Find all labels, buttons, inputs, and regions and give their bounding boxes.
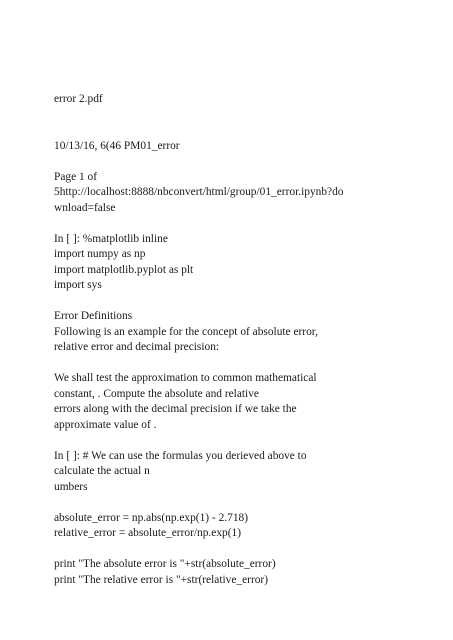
timestamp-block bbox=[54, 139, 434, 155]
paragraph-line: constant, . Compute the absolute and relative bbox=[54, 387, 259, 400]
code-cell-imports bbox=[54, 232, 434, 294]
code-line: calculate the actual n bbox=[54, 465, 150, 477]
page-info-line: Page 1 of bbox=[54, 170, 98, 183]
code-line: import sys bbox=[54, 279, 102, 291]
approx-paragraph bbox=[54, 371, 434, 433]
code-cell-print bbox=[54, 557, 434, 588]
page-info-line: 5http://localhost:8888/nbconvert/html/group/01_error.ipynb?do bbox=[54, 186, 344, 198]
code-line: absolute_error = np.abs(np.exp(1) - 2.718) bbox=[54, 511, 248, 524]
code-line: print "The absolute error is "+str(absolute_error) bbox=[54, 558, 276, 570]
paragraph-line: errors along with the decimal precision if we take the bbox=[54, 403, 297, 415]
code-line: In [ ]: %matplotlib inline bbox=[54, 232, 168, 245]
code-line: relative_error = absolute_error/np.exp(1) bbox=[54, 527, 242, 539]
code-cell-compute bbox=[54, 511, 434, 542]
document-title: error 2.pdf bbox=[54, 93, 103, 105]
code-line: import numpy as np bbox=[54, 248, 146, 260]
paragraph-line: Following is an example for the concept of absolute error, bbox=[54, 325, 318, 338]
paragraph-line: relative error and decimal precision: bbox=[54, 341, 220, 353]
document-content bbox=[54, 92, 434, 588]
code-cell-comment bbox=[54, 449, 434, 496]
page-info-line: wnload=false bbox=[54, 201, 116, 214]
timestamp-line: 10/13/16, 6(46 PM01_error bbox=[54, 139, 180, 152]
document-title-block bbox=[54, 92, 434, 108]
paragraph-line: approximate value of . bbox=[54, 418, 157, 431]
section-intro bbox=[54, 309, 434, 356]
section-heading: Error Definitions bbox=[54, 310, 133, 322]
code-line: umbers bbox=[54, 480, 88, 493]
code-line: In [ ]: # We can use the formulas you derieved above to bbox=[54, 449, 307, 462]
paragraph-line: We shall test the approximation to common mathematical bbox=[54, 372, 317, 384]
code-line: import matplotlib.pyplot as plt bbox=[54, 263, 194, 276]
code-line: print "The relative error is "+str(relative_error) bbox=[54, 573, 269, 586]
page-info-block bbox=[54, 170, 434, 217]
